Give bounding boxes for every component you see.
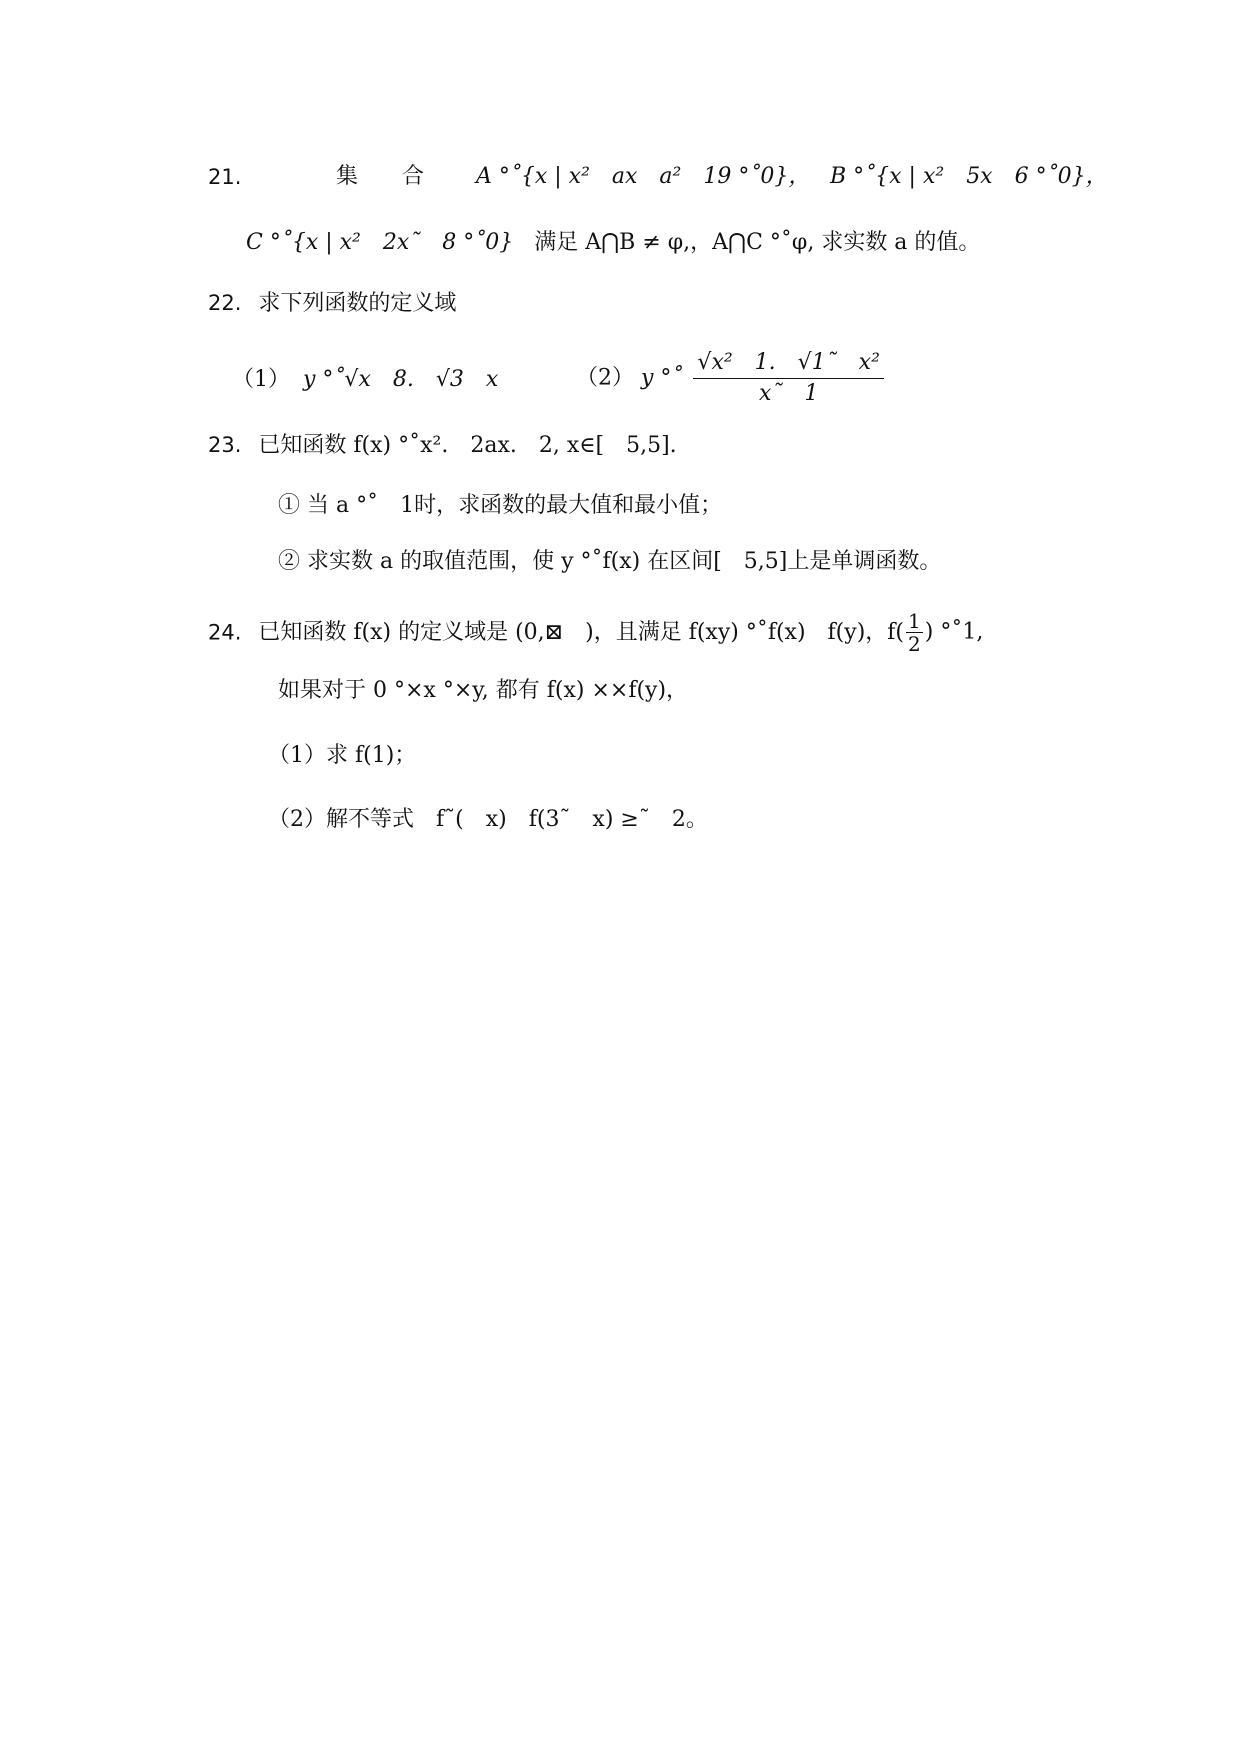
q21-line2 (246, 228, 980, 258)
q22-title: 求下列函数的定义域 (258, 291, 457, 316)
q22-part2-numerator: √x² 1. √1˜ x² (693, 348, 883, 379)
q22-part1-expr: y °˚√x 8. √3 x (303, 367, 499, 392)
q22-part2-line (576, 348, 888, 409)
q21-label: 集 合 (336, 164, 425, 189)
q21-set-a-line (476, 162, 810, 192)
q24-half-numerator: 1 (908, 609, 921, 633)
q22-part2-denominator: x˜ 1 (758, 381, 819, 406)
q23-item2-line (278, 547, 941, 577)
q23-number: 23. (208, 433, 242, 457)
q21-set-b-line (830, 162, 1108, 192)
q21-condition: 满足 A⋂B ≠ φ,，A⋂C °˚φ, 求实数 a 的值。 (534, 230, 981, 255)
q24-part2-line (268, 805, 708, 835)
q21-set-b: B °˚{x | x² 5x 6 °˚0}， (830, 164, 1108, 189)
q24-half-denominator: 2 (908, 632, 921, 656)
q21-set-c: C °˚{x | x² 2x˜ 8 °˚0} (246, 230, 514, 255)
q24-condition: 如果对于 0 °×x °×y, 都有 f(x) ××f(y)， (278, 678, 689, 703)
q24-half-fraction (906, 610, 923, 655)
q23-line (208, 430, 677, 461)
q21-label-line (336, 162, 424, 192)
q24-statement-post: ) °˚1, (924, 619, 984, 645)
q24-part2: （2）解不等式 f˜( x) f(3˜ x) ≥˜ 2。 (268, 807, 708, 832)
q21-set-a: A °˚{x | x² ax a² 19 °˚0}， (476, 164, 811, 189)
q22-part2-y: y °˚ (641, 365, 683, 391)
q24-condition-line (278, 676, 688, 706)
q22-number: 22. (208, 291, 242, 315)
q21-number: 21. (208, 165, 242, 189)
q23-statement: 已知函数 f(x) °˚x². 2ax. 2, x∈[ 5,5]. (258, 433, 677, 458)
q23-item1: ① 当 a °˚ 1时，求函数的最大值和最小值； (278, 493, 723, 518)
q24-number: 24. (208, 620, 242, 645)
q24-part1-line (268, 741, 416, 771)
q22-part1-label: （1） (232, 367, 290, 392)
q24-statement-pre: 已知函数 f(x) 的定义域是 (0,⊠ )，且满足 f(xy) °˚f(x) f(y)，f( (258, 619, 905, 645)
q22-title-line (208, 288, 456, 319)
q21-line1 (208, 162, 241, 193)
q23-item1-line (278, 491, 722, 521)
q23-item2: ② 求实数 a 的取值范围，使 y °˚f(x) 在区间[ 5,5]上是单调函数。 (278, 549, 942, 574)
q22-part2-label: （2） (576, 365, 634, 391)
q24-line (208, 610, 983, 655)
q24-part1: （1）求 f(1)； (268, 743, 417, 768)
q22-part1-line (232, 365, 498, 395)
q22-part2-fraction (693, 348, 883, 409)
